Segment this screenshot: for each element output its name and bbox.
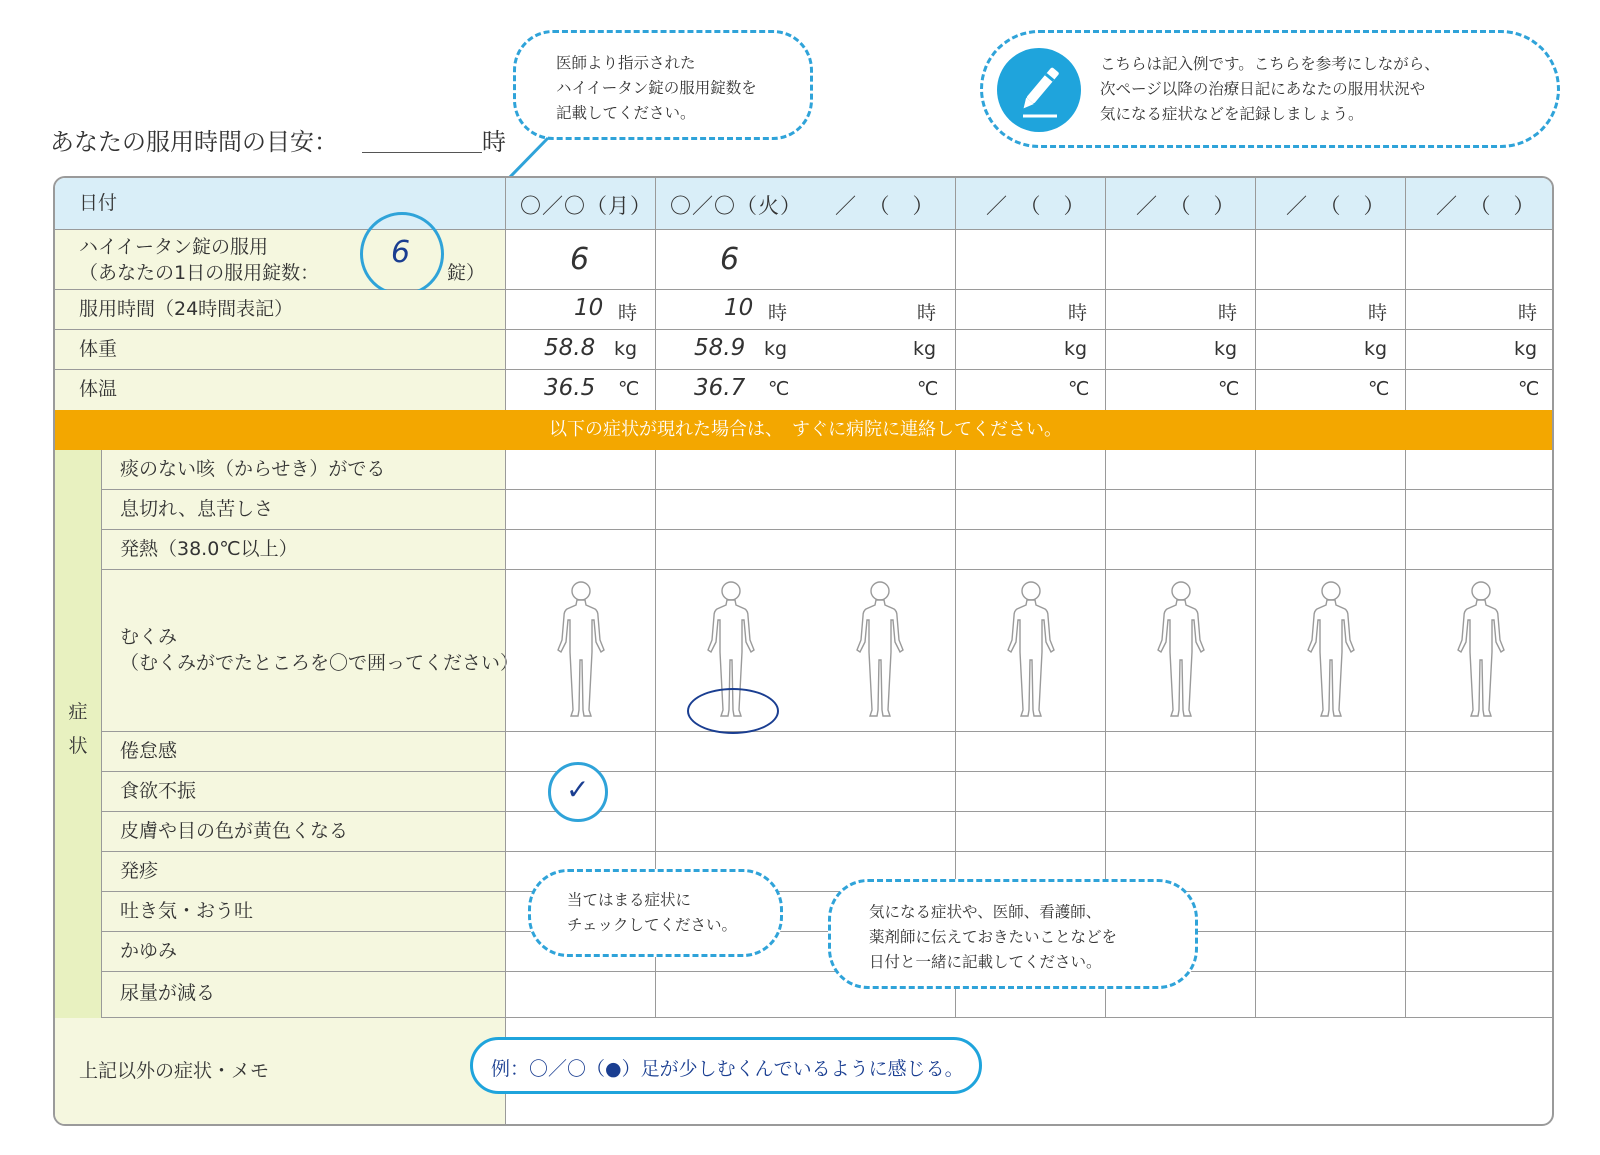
weight-unit: kg (1064, 338, 1088, 360)
date-text: ／ （ ） (1286, 194, 1386, 218)
temp-cell[interactable] (1105, 370, 1255, 410)
body-figure-icon (1451, 578, 1511, 723)
symptom-check-cell[interactable] (1405, 732, 1554, 771)
time-unit: 時 (618, 302, 638, 324)
symptom-check-cell[interactable] (1405, 772, 1554, 811)
weight-cell[interactable] (655, 330, 805, 369)
temp-unit: ℃ (917, 378, 939, 400)
symptom-check-cell[interactable] (655, 732, 805, 771)
symptom-check-cell[interactable] (1105, 772, 1255, 811)
dose-cell[interactable] (1405, 230, 1554, 289)
symptom-check-cell[interactable] (1255, 812, 1405, 851)
body-map-cell[interactable] (505, 570, 655, 731)
callout-check-text: 当てはまる症状に チェックしてください。 (567, 891, 738, 934)
time-cell[interactable] (1255, 290, 1405, 329)
symptom-check-cell[interactable] (1405, 892, 1554, 931)
time-unit: 時 (1518, 302, 1538, 324)
temp-unit: ℃ (618, 378, 640, 400)
symptom-row (102, 852, 1554, 892)
date-label: 日付 (79, 192, 118, 214)
symptom-row (102, 972, 1554, 1018)
time-value: 10 (724, 295, 754, 321)
symptom-check-cell[interactable] (655, 490, 805, 529)
temp-value: 36.7 (694, 375, 746, 401)
symptom-check-cell[interactable] (1105, 450, 1255, 489)
dose-value: 6 (570, 242, 590, 277)
callout-memo-text: 気になる症状や、医師、看護師、 薬剤師に伝えておきたいことなどを 日付と一緒に記載してください。 (869, 903, 1118, 971)
time-cell[interactable] (655, 290, 805, 329)
body-map-cell[interactable] (1105, 570, 1255, 731)
time-row (55, 290, 1554, 330)
dose-number: 6 (391, 235, 411, 270)
symptom-check-cell[interactable] (1255, 932, 1405, 971)
temp-row (55, 370, 1554, 410)
symptom-check-cell[interactable] (1255, 852, 1405, 891)
symptom-label: 食欲不振 (120, 780, 197, 802)
temp-unit: ℃ (1368, 378, 1390, 400)
date-cell[interactable] (1105, 178, 1255, 229)
body-map-cell[interactable] (805, 570, 955, 731)
check-mark: ✓ (566, 773, 590, 806)
body-map-cell[interactable] (955, 570, 1105, 731)
date-text: ／ （ ） (1136, 194, 1236, 218)
body-map-cell[interactable] (1405, 570, 1554, 731)
target-time-unit: 時 (482, 128, 506, 156)
date-text: ／ （ ） (1436, 194, 1536, 218)
symptom-group-label: 症 状 (68, 701, 88, 757)
symptom-check-cell[interactable] (1255, 530, 1405, 569)
body-figure-icon (551, 578, 611, 723)
symptom-check-cell[interactable] (1255, 972, 1405, 1017)
symptom-check-cell[interactable] (1405, 530, 1554, 569)
temp-unit: ℃ (1518, 378, 1540, 400)
dose-cell[interactable] (1255, 230, 1405, 289)
symptom-check-cell[interactable] (1255, 450, 1405, 489)
temp-cell[interactable] (1405, 370, 1554, 410)
dose-cell[interactable] (505, 230, 655, 289)
weight-cell[interactable] (1405, 330, 1554, 369)
symptom-check-cell[interactable] (1405, 450, 1554, 489)
symptom-check-cell[interactable] (1105, 530, 1255, 569)
date-text: 〇／〇（月） (520, 194, 652, 218)
warning-banner: 以下の症状が現れた場合は、 すぐに病院に連絡してください。 (55, 410, 1554, 450)
symptom-row-edema (102, 570, 1554, 732)
symptom-label: 皮膚や目の色が黄色くなる (120, 820, 349, 842)
symptom-check-cell[interactable] (1405, 852, 1554, 891)
dose-cell[interactable] (805, 230, 955, 289)
temp-cell[interactable] (805, 370, 955, 410)
date-text: ／ （ ） (986, 194, 1086, 218)
symptom-label: 息切れ、息苦しさ (120, 498, 274, 520)
dose-value: 6 (720, 242, 740, 277)
symptom-check-cell[interactable] (1405, 932, 1554, 971)
symptom-check-cell[interactable] (1405, 490, 1554, 529)
weight-cell[interactable] (1105, 330, 1255, 369)
symptom-check-cell[interactable] (655, 972, 805, 1017)
edema-circle-mark (687, 688, 779, 734)
temp-cell[interactable] (955, 370, 1105, 410)
temp-unit: ℃ (1218, 378, 1240, 400)
symptom-check-cell[interactable] (655, 450, 805, 489)
time-cell[interactable] (805, 290, 955, 329)
time-cell[interactable] (955, 290, 1105, 329)
symptom-check-cell[interactable] (505, 972, 655, 1017)
symptom-row (102, 732, 1554, 772)
time-label: 服用時間（24時間表記） (79, 298, 294, 320)
callout-check-instruction (528, 869, 783, 957)
time-cell[interactable] (1405, 290, 1554, 329)
body-figure-icon (1301, 578, 1361, 723)
weight-unit: kg (1514, 338, 1538, 360)
callout-intro-text: こちらは記入例です。こちらを参考にしながら、 次ページ以降の治療日記にあなたの服用状況や 気になる症状などを記録しましょう。 (1100, 55, 1440, 123)
temp-cell[interactable] (1255, 370, 1405, 410)
memo-example-text: 例：〇／〇（●）足が少しむくんでいるように感じる。 (491, 1058, 964, 1080)
weight-unit: kg (764, 338, 788, 360)
symptom-row (102, 812, 1554, 852)
weight-unit: kg (1364, 338, 1388, 360)
weight-value: 58.9 (694, 335, 746, 361)
symptom-row (102, 450, 1554, 490)
symptom-row (102, 772, 1554, 812)
time-unit: 時 (1218, 302, 1238, 324)
symptom-check-cell[interactable] (1105, 732, 1255, 771)
callout-dose-text: 医師より指示された ハイイータン錠の服用錠数を 記載してください。 (556, 54, 757, 122)
target-time-label: あなたの服用時間の目安： (50, 128, 338, 156)
symptom-check-cell[interactable] (1255, 892, 1405, 931)
symptom-check-cell[interactable] (505, 450, 655, 489)
symptom-check-cell[interactable] (1405, 812, 1554, 851)
symptom-label: 痰のない咳（からせき）がでる (120, 458, 386, 480)
symptom-check-cell[interactable] (1105, 490, 1255, 529)
callout-memo-instruction (828, 879, 1198, 989)
symptom-check-cell[interactable] (955, 812, 1105, 851)
temp-unit: ℃ (1068, 378, 1090, 400)
weight-unit: kg (913, 338, 937, 360)
symptom-check-cell[interactable] (1255, 732, 1405, 771)
date-cell[interactable] (1255, 178, 1405, 229)
body-figure-icon (1151, 578, 1211, 723)
symptom-check-cell[interactable] (655, 530, 805, 569)
symptom-check-cell[interactable] (955, 772, 1105, 811)
temp-unit: ℃ (768, 378, 790, 400)
date-cell[interactable] (505, 178, 655, 229)
time-value: 10 (574, 295, 604, 321)
symptom-check-cell[interactable] (955, 530, 1105, 569)
weight-cell[interactable] (1255, 330, 1405, 369)
dose-cell[interactable] (955, 230, 1105, 289)
symptom-check-cell[interactable] (505, 530, 655, 569)
weight-cell[interactable] (805, 330, 955, 369)
dose-cell[interactable] (1105, 230, 1255, 289)
symptom-label: 倦怠感 (120, 740, 178, 762)
dose-cell[interactable] (655, 230, 805, 289)
weight-label: 体重 (79, 338, 118, 360)
symptom-group-column (55, 450, 102, 1018)
time-unit: 時 (1068, 302, 1088, 324)
weight-value: 58.8 (544, 335, 596, 361)
time-unit: 時 (768, 302, 788, 324)
temp-cell[interactable] (655, 370, 805, 410)
dose-label: ハイイータン錠の服用 （あなたの1日の服用錠数： (79, 236, 320, 284)
body-figure-icon (1001, 578, 1061, 723)
symptom-check-cell[interactable] (1255, 772, 1405, 811)
time-cell[interactable] (505, 290, 655, 329)
weight-unit: kg (614, 338, 638, 360)
symptom-check-cell[interactable] (1255, 490, 1405, 529)
symptom-check-cell[interactable] (955, 732, 1105, 771)
symptom-check-cell[interactable] (1105, 812, 1255, 851)
symptom-label: かゆみ (120, 940, 178, 962)
symptom-check-cell[interactable] (955, 490, 1105, 529)
symptom-row (102, 530, 1554, 570)
weight-cell[interactable] (955, 330, 1105, 369)
symptom-label: 発熱（38.0℃以上） (120, 538, 298, 560)
weight-unit: kg (1214, 338, 1238, 360)
date-cell[interactable] (1405, 178, 1554, 229)
symptom-check-cell[interactable] (655, 812, 805, 851)
date-cell[interactable] (655, 178, 805, 229)
body-map-cell[interactable] (1255, 570, 1405, 731)
symptom-label: 尿量が減る (120, 982, 216, 1004)
dose-number-circle[interactable] (360, 212, 444, 296)
time-unit: 時 (1368, 302, 1388, 324)
date-text: 〇／〇（火） (670, 194, 802, 218)
symptom-row (102, 490, 1554, 530)
treatment-diary-table (53, 176, 1554, 1126)
dose-unit: 錠） (447, 262, 486, 284)
dose-row (55, 230, 1554, 290)
date-text: ／ （ ） (835, 194, 935, 218)
memo-example-box[interactable] (470, 1037, 982, 1094)
time-unit: 時 (917, 302, 937, 324)
memo-label: 上記以外の症状・メモ (79, 1060, 270, 1082)
temp-cell[interactable] (505, 370, 655, 410)
weight-row (55, 330, 1554, 370)
body-figure-icon (850, 578, 910, 723)
check-icon[interactable] (548, 762, 608, 822)
temp-label: 体温 (79, 378, 118, 400)
symptom-label: 発疹 (120, 860, 159, 882)
symptom-label: むくみ （むくみがでたところを〇で囲ってください） (120, 626, 520, 674)
temp-value: 36.5 (544, 375, 596, 401)
symptom-check-cell[interactable] (955, 450, 1105, 489)
symptom-check-cell[interactable] (1405, 972, 1554, 1017)
weight-cell[interactable] (505, 330, 655, 369)
date-cell[interactable] (805, 178, 955, 229)
date-row (55, 178, 1554, 230)
date-cell[interactable] (955, 178, 1105, 229)
symptom-check-cell[interactable] (655, 772, 805, 811)
symptom-check-cell[interactable] (505, 490, 655, 529)
time-cell[interactable] (1105, 290, 1255, 329)
symptom-label: 吐き気・おう吐 (120, 900, 254, 922)
